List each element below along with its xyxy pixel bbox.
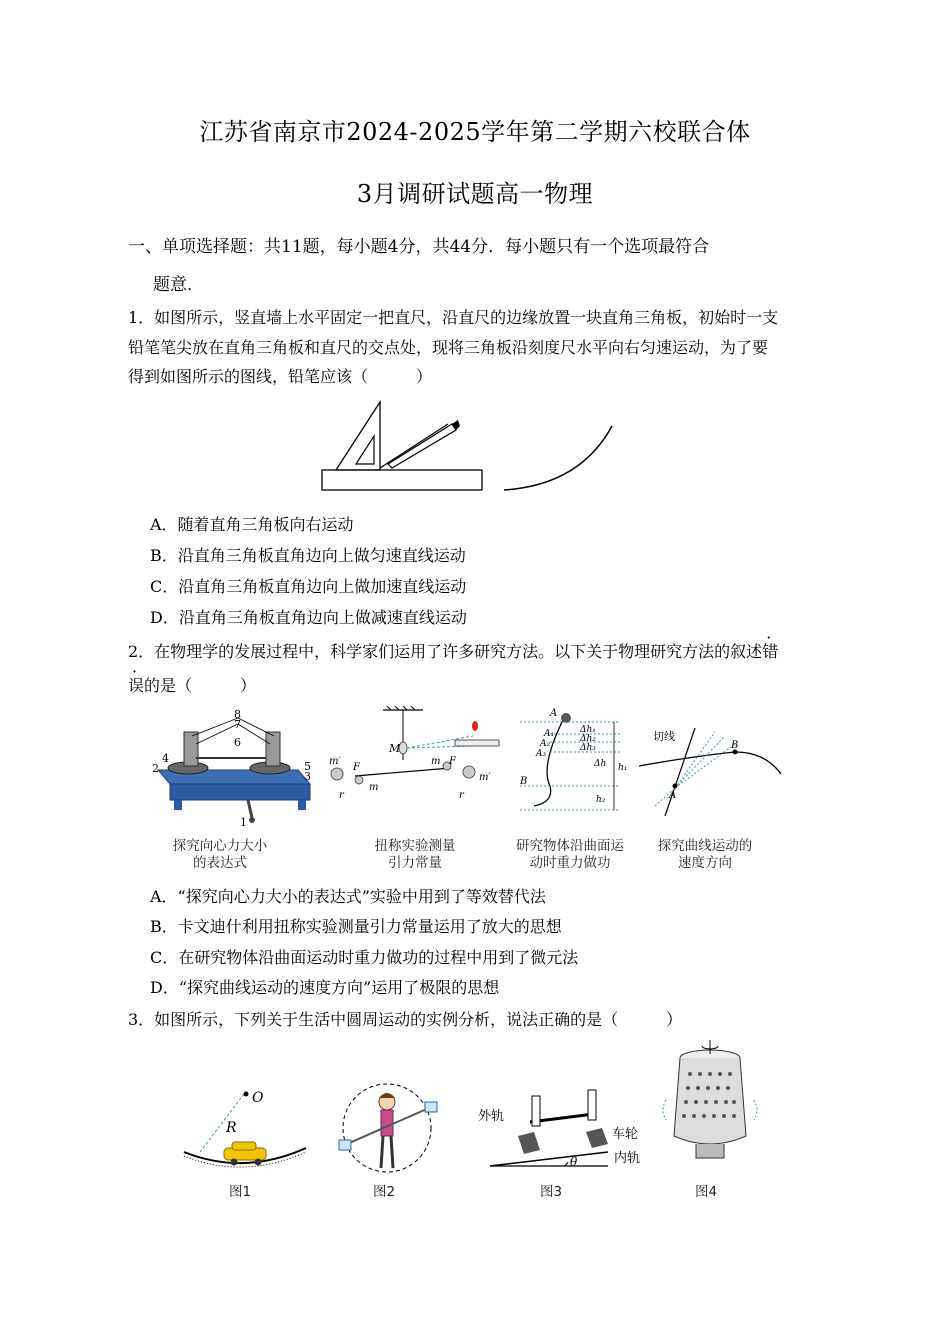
q1-figure-curve [500, 420, 620, 495]
q2-stem-line1 [128, 639, 778, 662]
label-R: R [226, 1120, 237, 1136]
q3-caption-1: 图1 [228, 1184, 252, 1200]
q2-emphasis-char1: 错 [762, 642, 779, 661]
label-5: 5 [304, 760, 311, 773]
label-m-right: m [431, 756, 441, 767]
q3-fig2-person-swinging-bucket [333, 1080, 443, 1180]
exam-title-line1: 江苏省南京市2024-2025学年第二学期六校联合体 [199, 118, 751, 146]
q3-stem: 3．如图所示，下列关于生活中圆周运动的实例分析，说法正确的是（ ） [128, 1010, 683, 1029]
label-dh1: Δh₁ [580, 725, 596, 735]
label-B: B [520, 776, 528, 787]
label-r-left: r [339, 790, 344, 801]
caption-line: 速度方向 [678, 855, 732, 871]
q2-fig2-torsion-balance [325, 706, 505, 816]
label-4: 4 [162, 752, 169, 765]
caption-line: 研究物体沿曲面运 [516, 838, 624, 854]
label-outer-rail: 外轨 [478, 1109, 505, 1124]
q1-figure-triangle-ruler [318, 396, 488, 494]
label-A1: A₁ [544, 729, 555, 739]
q2-caption-3 [500, 838, 640, 872]
label-3: 3 [304, 770, 311, 783]
label-m-left: m [369, 782, 379, 793]
q1-option-d: D．沿直角三角板直角边向上做减速直线运动 [150, 608, 467, 627]
label-M: M [389, 742, 401, 755]
label-2: 2 [152, 762, 159, 775]
label-1: 1 [240, 816, 247, 829]
q2-caption-4 [640, 838, 770, 872]
q2-option-b: B．卡文迪什利用扭称实验测量引力常量运用了放大的思想 [150, 917, 562, 936]
label-m-prime-left: m′ [329, 756, 341, 767]
label-h2: h₂ [596, 795, 606, 805]
caption-line: 探究向心力大小 [172, 838, 268, 854]
q2-caption-1 [150, 838, 290, 872]
q1-option-b: B．沿直角三角板直角边向上做匀速直线运动 [150, 546, 466, 565]
q2-option-c: C．在研究物体沿曲面运动时重力做功的过程中用到了微元法 [150, 948, 579, 967]
label-A: A [550, 708, 558, 719]
exam-title-line2: 3月调研试题高一物理 [356, 180, 594, 208]
ruler [322, 470, 482, 490]
label-tangent: 切线 [653, 730, 675, 743]
caption-line: 扭称实验测量 [374, 838, 456, 854]
label-dh3: Δh₃ [580, 743, 596, 753]
q2-stem-text2: 的是（ ） [144, 676, 257, 695]
pencil-line [380, 424, 448, 468]
label-O: O [252, 1090, 264, 1106]
q2-emphasis-char2: 误 [128, 676, 145, 695]
caption-line: 动时重力做功 [529, 855, 611, 871]
q1-option-c: C．沿直角三角板直角边向上做加速直线运动 [150, 577, 467, 596]
label-theta: θ [570, 1155, 578, 1169]
pencil [388, 424, 456, 468]
q1-stem-line1: 1．如图所示，竖直墙上水平固定一把直尺，沿直尺的边缘放置一块直角三角板，初始时一支 [128, 308, 779, 327]
label-dh2: Δh₂ [580, 734, 596, 744]
q2-fig3-curve-gravity-work [510, 706, 640, 816]
q1-stem-line3: 得到如图所示的图线，铅笔应该（ ） [128, 367, 433, 386]
label-F-left: F [353, 762, 360, 773]
q2-fig1-centripetal-apparatus [148, 706, 318, 831]
q3-caption-4: 图4 [694, 1184, 718, 1200]
q3-caption-2: 图2 [372, 1184, 396, 1200]
label-dh: Δh [594, 759, 607, 769]
q1-stem-line2: 铅笔笔尖放在直角三角板和直尺的交点处，现将三角板沿刻度尺水平向右匀速运动，为了要 [128, 338, 769, 357]
label-A2: A₂ [540, 739, 551, 749]
label-B: B [731, 740, 739, 751]
label-h1: h₁ [618, 763, 628, 773]
set-square-inner [356, 436, 374, 464]
label-8: 8 [234, 708, 241, 721]
q2-option-a: A．“探究向心力大小的表达式”实验中用到了等效替代法 [150, 887, 546, 906]
q2-option-d: D．“探究曲线运动的速度方向”运用了极限的思想 [150, 978, 500, 997]
q3-fig1-car-on-bridge [180, 1080, 310, 1170]
caption-line: 探究曲线运动的 [657, 838, 753, 854]
section-heading: 一、单项选择题：共11题，每小题4分，共44分．每小题只有一个选项最符合 [128, 237, 710, 257]
label-A: A [669, 790, 677, 801]
q2-stem-line2 [128, 673, 256, 696]
q1-option-a: A．随着直角三角板向右运动 [150, 515, 354, 534]
caption-line: 引力常量 [388, 855, 442, 871]
label-r-right: r [459, 790, 464, 801]
caption-line: 的表达式 [193, 855, 247, 871]
label-F-right: F [449, 756, 456, 767]
label-6: 6 [234, 736, 241, 749]
section-heading-cont: 题意． [153, 275, 204, 295]
q2-fig4-tangent-velocity [635, 726, 785, 826]
label-A3: A₃ [536, 749, 547, 759]
label-inner-rail: 内轨 [614, 1151, 641, 1166]
label-7: 7 [234, 718, 241, 731]
label-wheel: 车轮 [612, 1127, 639, 1142]
q3-fig4-spin-dryer [660, 1040, 760, 1170]
q3-fig3-banked-rail [474, 1086, 654, 1170]
q3-caption-3: 图3 [539, 1184, 563, 1200]
label-m-prime-right: m′ [479, 772, 491, 783]
q2-stem-text: 2．在物理学的发展过程中，科学家们运用了许多研究方法。以下关于物理研究方法的叙述 [128, 642, 763, 661]
q2-caption-2 [350, 838, 480, 872]
